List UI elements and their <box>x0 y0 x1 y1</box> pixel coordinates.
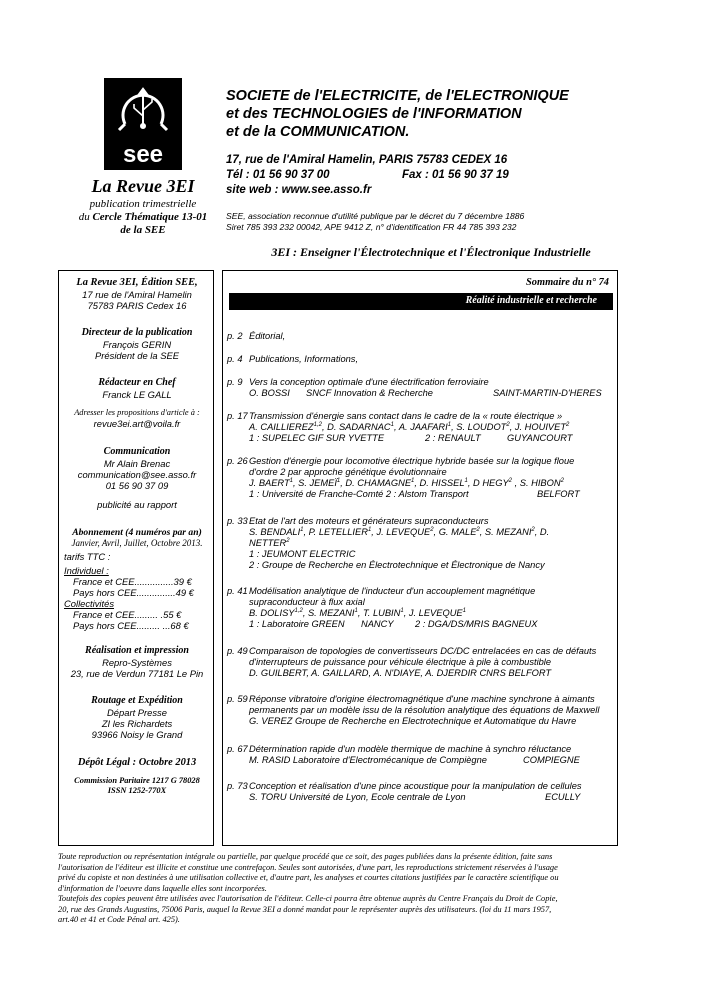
revue-subtitle: 3EI : Enseigner l'Électrotechnique et l'Électronique Industrielle <box>271 245 591 259</box>
sommaire-title: Sommaire du n° 74 <box>526 277 609 288</box>
directeur-title: Directeur de la publication <box>81 327 193 338</box>
directeur-role: Président de la SEE <box>95 350 179 361</box>
abonnement-title: Abonnement (4 numéros par an) <box>72 527 202 538</box>
routage-3: 93966 Noisy le Grand <box>91 729 183 740</box>
communication-tel: 01 56 90 37 09 <box>105 480 169 491</box>
header-line-2: et des TECHNOLOGIES de l'INFORMATION <box>226 106 522 122</box>
commission-paritaire: Commission Paritaire 1217 G 78028 <box>74 776 200 785</box>
header-address: 17, rue de l'Amiral Hamelin, PARIS 75783 CEDEX 16 <box>226 154 508 166</box>
edition-addr-1: 17 rue de l'Amiral Hamelin <box>82 289 192 300</box>
see-logo-text: see <box>122 141 164 168</box>
edition-addr-2: 75783 PARIS Cedex 16 <box>87 300 187 311</box>
footer-line: art.40 et 41 et Code Pénal art. 425). <box>58 915 180 924</box>
communication-title: Communication <box>103 446 171 457</box>
publication-line: publication trimestrielle <box>89 198 197 210</box>
routage-1: Départ Presse <box>107 707 167 718</box>
tarifs-label: tarifs TTC : <box>64 551 111 562</box>
depot-legal: Dépôt Légal : Octobre 2013 <box>77 757 197 768</box>
assoc-line-2: Siret 785 393 232 00042, APE 9412 Z, n° d'identification FR 44 785 393 232 <box>226 222 517 232</box>
sommaire-box: Sommaire du n° 74 Réalité industrielle et recherche p. 2 Éditorial, p. 4 Publications, Informations, p. 9 Vers la conception optimale d'une électrification ferroviaire O. BOSSI SNCF Innovation & Recherche SAINT-MARTIN-D'HERES p. 17 Transmission d'énergie sans contact dans le cadre de la « route électrique » A. CAILLIEREZ$^{1,2}$, D. SADARNAC$^1$, A. JAAFARI$^1$, S. LOUDOT$^2$, J. HOUIVET$^2$ 1 : SUPELEC GIF SUR YVETTE 2 : RENAULT GUYANCOURT p. 26 Gestion d'énergie pour locomotive électrique hybride basée sur la logique floue d'ordre 2 par approche génétique évolutionnaire J. BAERT$^1$, S. JEMEÏ$^1$, D. CHAMAGNE$^1$, D. HISSEL$^1$, D HEGY$^2$ , S. HIBON$^2$ 1 : Université de Franche-Comté 2 : Alstom Transport BELFORT p. 33 Etat de l'art des moteurs et générateurs supraconducteurs S. BENDALI$^1$, P. LETELLIER$^1$, J. LEVEQUE$^2$, G. MALE$^2$, S. MEZANI$^2$, D. NETTER$^2$ 1 : JEUMONT ELECTRIC 2 : Groupe de Recherche en Électrotechnique et Électronique de Nancy p. 41 Modélisation analytique de l'inducteur d'un accouplement magnétique supraconducteur à flux axial B. DOLISY$^{1,2}$, S. MEZANI$^1$, T. LUBIN$^1$, J. LEVEQUE$^1$ 1 : Laboratoire GREEN NANCY 2 : DGA/DS/MRIS BAGNEUX p. 49 Comparaison de topologies de convertisseurs DC/DC entrelacées en cas de défauts d'interrupteurs de puissance pour véhicule électrique à pile à combustible D. GUILBERT, A. GAILLARD, A. N'DIAYE, A. DJERDIR CNRS BELFORT p. 59 Réponse vibratoire d'origine électromagnétique d'une machine synchrone à aimants permanents par un modèle issu de la résolution analytique des équations de Maxwell G. VEREZ Groupe de Recherche en Electrotechnique et Automatique du Havre p. 67 Détermination rapide d'un modèle thermique de machine à synchro réluctance M. RASID Laboratoire d'Electromécanique de Compiègne COMPIEGNE p. 73 Conception et réalisation d'une pince acoustique pour la manipulation de cellules S. TORU Université de Lyon, Ecole centrale de Lyon ECULLY <box>222 270 618 846</box>
routage-title: Routage et Expédition <box>91 695 183 706</box>
cercle-pre: du <box>78 211 93 223</box>
adresser-email: revue3ei.art@voila.fr <box>93 418 181 429</box>
realisation-2: 23, rue de Verdun 77181 Le Pin <box>70 668 204 679</box>
communication-name: Mr Alain Brenac <box>103 458 171 469</box>
masthead-column <box>58 270 214 846</box>
footer-line: l'autorisation de l'éditeur est illicite et constitue une contrefaçon. Seules sont autorisées, d'une part, les reproductions strictement réservées à l'usage <box>58 862 558 872</box>
cercle-line <box>68 211 218 224</box>
collectivites-france: France et CEE......... .55 € <box>73 609 182 620</box>
header-fax: Fax : 01 56 90 37 19 <box>402 169 509 181</box>
adresser-line: Adresser les propositions d'article à : <box>74 408 200 417</box>
copyright-notice <box>58 852 678 926</box>
de-la-see: de la SEE <box>120 224 166 236</box>
theme-label: Réalité industrielle et recherche <box>465 295 597 306</box>
header-tel: Tél : 01 56 90 37 00 <box>226 169 330 181</box>
realisation-title: Réalisation et impression <box>85 645 189 656</box>
edition-line: La Revue 3EI, Édition SEE, <box>76 277 198 288</box>
publicite-line: publicité au rapport <box>97 499 177 510</box>
individuel-hors-cee: Pays hors CEE...............49 € <box>73 587 194 598</box>
redacteur-name: Franck LE GALL <box>102 389 172 400</box>
assoc-line-1: SEE, association reconnue d'utilité publique par le décret du 7 décembre 1886 <box>226 211 525 221</box>
revue-title: La Revue 3EI <box>91 176 195 196</box>
footer-line: Toutefois des copies peuvent être utilisées avec l'autorisation de l'éditeur. Celle-ci pourra être obtenue auprès du Centre Français du Droit de Copie, <box>58 894 558 903</box>
header-web: site web : www.see.asso.fr <box>226 184 372 196</box>
header-line-1: SOCIETE de l'ELECTRICITE, de l'ELECTRONIQUE <box>226 88 569 104</box>
collectivites-hors-cee: Pays hors CEE......... ...68 € <box>73 620 189 631</box>
collectivites-label: Collectivités <box>64 598 115 609</box>
footer-line: d'information de l'oeuvre dans laquelle elles sont incorporées. <box>58 883 267 893</box>
cercle-name: Cercle Thématique 13-01 <box>92 211 208 223</box>
directeur-name: François GERIN <box>102 339 172 350</box>
individuel-label: Individuel : <box>64 565 109 576</box>
routage-2: ZI les Richardets <box>101 718 173 729</box>
individuel-france: France et CEE...............39 € <box>73 576 192 587</box>
realisation-1: Repro-Systèmes <box>102 657 172 668</box>
footer-line: 20, rue des Grands Augustins, 75006 Paris, auquel la Revue 3EI a donné mandat pour le représenter auprès des utilisateurs. (loi du 11 mars 1957, <box>58 904 552 914</box>
communication-email: communication@see.asso.fr <box>77 469 197 480</box>
issn: ISSN 1252-770X <box>107 786 167 795</box>
footer-line: privé du copiste et non destinées à une utilisation collective et, d'autre part, les analyses et courtes citations justifiées par le caractère scientifique ou <box>58 873 559 882</box>
see-logo <box>104 78 182 170</box>
footer-line: Toute reproduction ou représentation intégrale ou partielle, par quelque procédé que ce soit, des pages publiées dans la présente édition, faite sans <box>58 852 553 861</box>
redacteur-title: Rédacteur en Chef <box>98 377 176 388</box>
header-line-3: et de la COMMUNICATION. <box>226 124 410 140</box>
abonnement-months: Janvier, Avril, Juillet, Octobre 2013. <box>71 538 203 548</box>
theme-bar <box>229 293 613 310</box>
